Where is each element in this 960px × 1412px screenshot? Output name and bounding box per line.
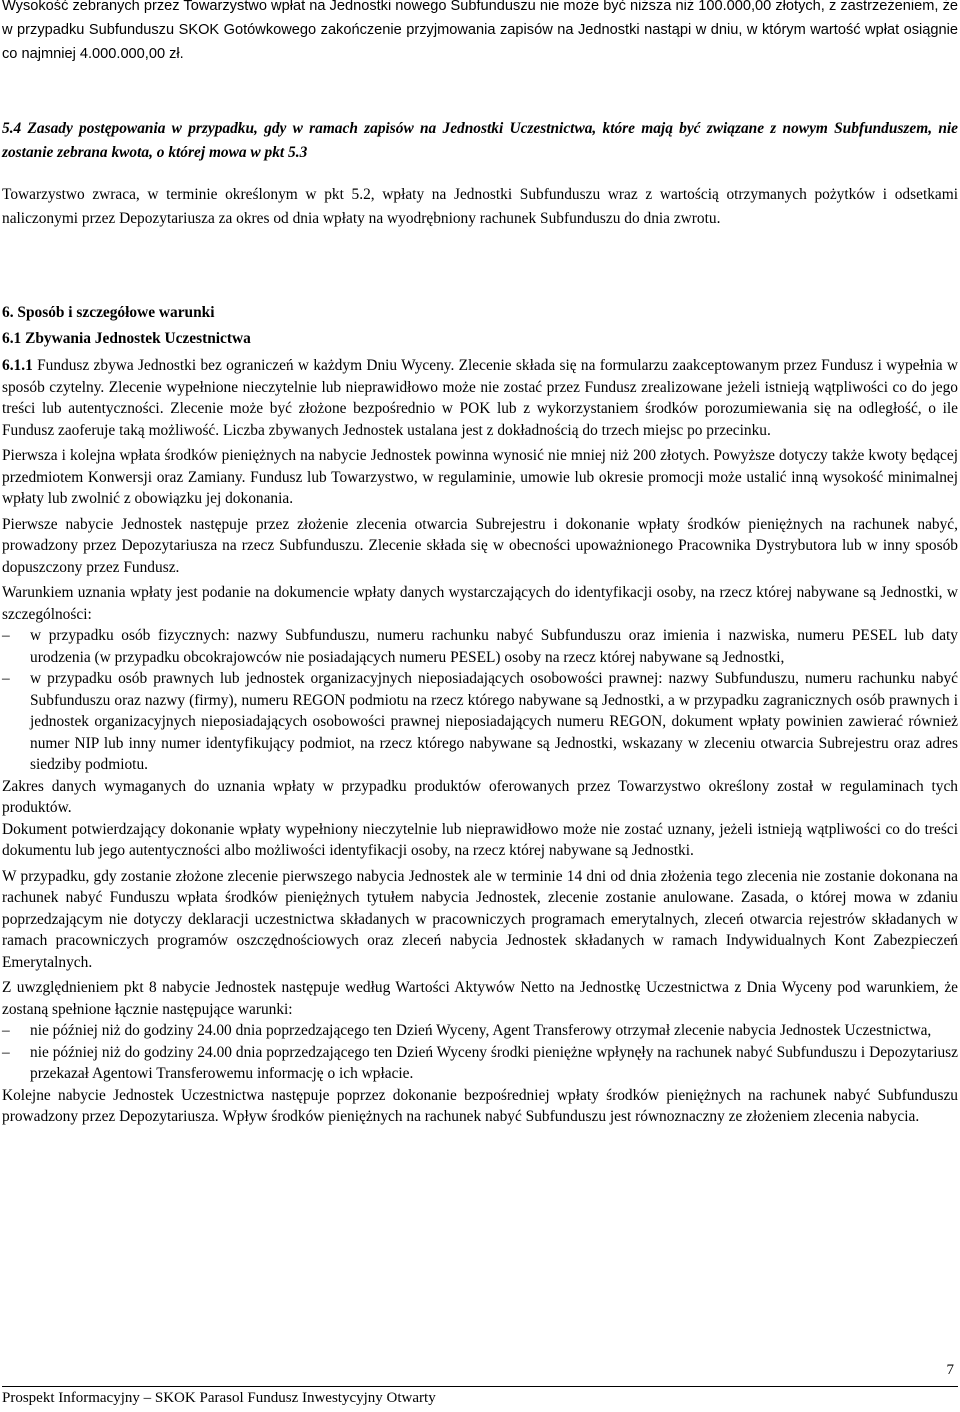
paragraph-minimum-payment: Pierwsza i kolejna wpłata środków pieniężnych na nabycie Jednostek powinna wynosić nie mniej niż 200 złotych. Powyższe dotyczy także kwoty będącej przedmiotem Konwersji oraz Zamiany. Fundusz lub Towarzystwo, w regulaminie, umowie lub okresie promocji może ustalić inną wysokość minimalnej wpłaty lub zwolnić z obowiązku jej dokonania.	[2, 447, 958, 507]
dash-marker: –	[2, 1043, 10, 1061]
paragraph-illegible-document: Dokument potwierdzający dokonanie wpłaty wypełniony nieczytelnie lub nieprawidłowo może nie zostać uznany, jeżeli istnieją wątpliwości co do treści dokumentu lub jego autentyczności albo możliwości identyfikacji osoby, na rzecz której nabywane są Jednostki.	[2, 820, 958, 859]
payment-data-list	[2, 625, 958, 776]
paragraph-6-1-1	[2, 355, 958, 441]
section-6-heading: 6. Sposób i szczegółowe warunki	[2, 304, 215, 321]
list-item-text: w przypadku osób fizycznych: nazwy Subfunduszu, numeru rachunku nabyć Subfunduszu oraz imienia i nazwiska, numeru PESEL lub daty urodzenia (w przypadku obcokrajowców nie posiadających numeru PESEL) osoby na rzecz której nabywane są Jednostki,	[30, 627, 958, 666]
list-item-text: w przypadku osób prawnych lub jednostek organizacyjnych nieposiadających osobowości prawnej: nazwy Subfunduszu, numeru rachunku nabyć Subfunduszu oraz nazwy (firmy), numeru REGON podmiotu na rzecz którego nabywane są Jednostki, a w przypadku zagranicznych osób prawnych i jednostek organizacyjnych nieposiadających osobowości prawnej nieposiadających numeru REGON, dokument wpłaty powinien zawierać również numer NIP lub inny numer identyfikujący podmiot, na rzecz którego nabywane są Jednostki, wskazany w zleceniu otwarcia Subrejestru oraz adres siedziby podmiotu.	[30, 670, 958, 773]
paragraph-payment-conditions: Warunkiem uznania wpłaty jest podanie na dokumencie wpłaty danych wystarczających do identyfikacji osoby, na rzecz której nabywane są Jednostki, w szczególności:	[2, 584, 958, 623]
paragraph-subsequent-purchase: Kolejne nabycie Jednostek Uczestnictwa następuje poprzez dokonanie bezpośredniej wpłaty środków pieniężnych na rachunek nabyć Subfunduszu prowadzony przez Depozytariusza. Wpływ środków pieniężnych na rachunek nabyć Subfunduszu jest równoznaczny ze złożeniem zlecenia nabycia.	[2, 1086, 958, 1125]
dash-marker: –	[2, 627, 10, 644]
page-number: 7	[946, 1362, 954, 1378]
list-item	[2, 668, 958, 776]
list-item	[2, 625, 958, 668]
section-5-4-heading: 5.4 Zasady postępowania w przypadku, gdy w ramach zapisów na Jednostki Uczestnictwa, które mają być związane z nowym Subfunduszem, nie zostanie zebrana kwota, o której mowa w pkt 5.3	[2, 120, 958, 161]
list-item	[2, 1042, 958, 1085]
paragraph-number: 6.1.1	[2, 357, 33, 374]
section-6	[2, 303, 958, 1128]
paragraph-product-data: Zakres danych wymaganych do uznania wpłaty w przypadku produktów oferowanych przez Towarzystwo określony został w regulaminach tych produktów.	[2, 777, 958, 816]
footer-text: Prospekt Informacyjny – SKOK Parasol Fundusz Inwestycyjny Otwarty	[2, 1390, 436, 1406]
paragraph-cancellation: W przypadku, gdy zostanie złożone zlecenie pierwszego nabycia Jednostek ale w terminie 14 dni od dnia złożenia tego zlecenia nie zostanie dokonana na rachunek nabyć Funduszu wpłata środków pieniężnych tytułem nabycia Jednostek, zlecenie zostanie anulowane. Zasada, o której mowa w zdaniu poprzedzającym nie dotyczy deklaracji uczestnictwa składanych w pracowniczych programach emerytalnych, zleceń otwarcia rejestrów składanych w ramach pracowniczych programów oszczędnościowych oraz zleceń nabycia Jednostek składanych w ramach Indywidualnych Kont Zabezpieczeń Emerytalnych.	[2, 867, 958, 971]
dash-marker: –	[2, 670, 10, 687]
section-5-4-body: Towarzystwo zwraca, w terminie określonym w pkt 5.2, wpłaty na Jednostki Subfunduszu wraz z wartością otrzymanych pożytków i odsetkami naliczonymi przez Depozytariusza za okres od dnia wpłaty na wyodrębniony rachunek Subfunduszu do dnia zwrotu.	[2, 186, 958, 227]
paragraph-valuation-conditions: Z uwzględnieniem pkt 8 nabycie Jednostek następuje według Wartości Aktywów Netto na Jednostkę Uczestnictwa z Dnia Wyceny pod warunkiem, że zostaną spełnione łącznie następujące warunki:	[2, 979, 958, 1018]
paragraph-first-purchase: Pierwsze nabycie Jednostek następuje przez złożenie zlecenia otwarcia Subrejestru i dokonanie wpłaty środków pieniężnych na rachunek nabyć, prowadzony przez Depozytariusza na rzecz Subfunduszu. Zlecenie składa się w obecności upoważnionego Pracownika Dystrybutora lub w inny sposób dopuszczony przez Fundusz.	[2, 515, 958, 576]
list-item-text: nie później niż do godziny 24.00 dnia poprzedzającego ten Dzień Wyceny środki pieniężne wpłynęły na rachunek nabyć Subfunduszu i Depozytariusz przekazał Agentowi Transferowemu informację o ich wpłacie.	[30, 1043, 958, 1082]
paragraph-6-1-1-text: Fundusz zbywa Jednostki bez ograniczeń w każdym Dniu Wyceny. Zlecenie składa się na formularzu zaakceptowanym przez Fundusz i wypełnia w sposób czytelny. Zlecenie wypełnione nieczytelnie lub nieprawidłowo może nie zostać przez Fundusz zrealizowane jeżeli istnieją wątpliwości co do jego treści lub autentyczności. Zlecenie może być złożone bezpośrednio w POK lub z wykorzystaniem środków porozumiewania się na odległość, o ile Fundusz zaoferuje taką możliwość. Liczba zbywanych Jednostek ustalana jest z dokładnością do trzech miejsc po przecinku.	[2, 357, 958, 439]
top-paragraph: Wysokość zebranych przez Towarzystwo wpłat na Jednostki nowego Subfunduszu nie może być niższa niż 100.000,00 złotych, z zastrzeżeniem, że w przypadku Subfunduszu SKOK Gotówkowego zakończenie przyjmowania zapisów na Jednostki nastąpi w dniu, w którym wartość wpłat osiągnie co najmniej 4.000.000,00 zł.	[2, 0, 958, 62]
section-6-1-heading: 6.1 Zbywania Jednostek Uczestnictwa	[2, 330, 251, 347]
dash-marker: –	[2, 1022, 10, 1039]
list-item-text: nie później niż do godziny 24.00 dnia poprzedzającego ten Dzień Wyceny, Agent Transferowy otrzymał zlecenie nabycia Jednostek Uczestnictwa,	[30, 1022, 932, 1039]
footer-divider	[2, 1386, 958, 1387]
valuation-conditions-list	[2, 1020, 958, 1085]
list-item	[2, 1020, 958, 1042]
